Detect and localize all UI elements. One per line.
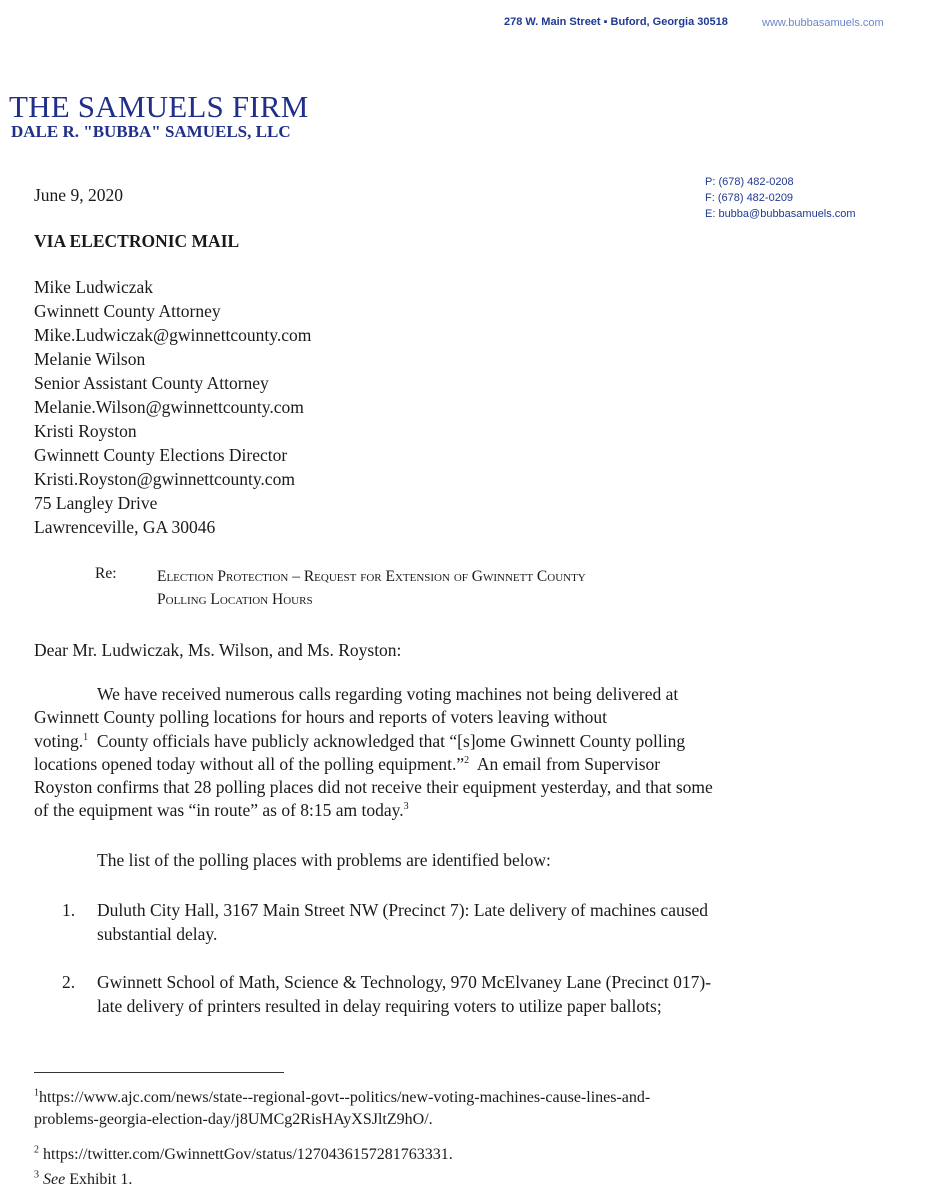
footnote-ref-2[interactable]: 2: [464, 755, 470, 767]
list-line: late delivery of printers resulted in delay requiring voters to utilize paper ballots;: [97, 996, 662, 1016]
paragraph-text: locations opened today without all of the polling equipment.”: [34, 753, 465, 774]
paragraph-text: An email from Supervisor: [469, 753, 661, 774]
paragraph-line: We have received numerous calls regarding voting machines not being delivered at: [97, 684, 679, 704]
address-separator: ▪: [603, 16, 608, 28]
footnote-text: Exhibit 1.: [65, 1171, 133, 1188]
body-paragraph-2: The list of the polling places with problems are identified below:: [97, 850, 551, 870]
footnote-3: [34, 1169, 854, 1191]
list-line: Duluth City Hall, 3167 Main Street NW (Precinct 7): Late delivery of machines caused: [97, 900, 709, 920]
subject-line: [157, 565, 586, 611]
footnote-line: [34, 1087, 854, 1109]
recipient-line: Gwinnett County Attorney: [34, 301, 221, 321]
city-state-zip: Buford, Georgia 30518: [610, 16, 728, 28]
list-item-text: [97, 970, 867, 1018]
recipient-line: 75 Langley Drive: [34, 493, 158, 513]
list-line: substantial delay.: [97, 924, 218, 944]
recipient-line: Lawrenceville, GA 30046: [34, 517, 216, 537]
salutation: Dear Mr. Ludwiczak, Ms. Wilson, and Ms. Royston:: [34, 640, 402, 660]
paragraph-line: [34, 730, 850, 753]
list-item-text: [97, 898, 867, 946]
list-number: 1.: [62, 900, 76, 920]
contact-block: [705, 174, 856, 222]
recipient-block: [34, 275, 311, 539]
footnote-divider: [34, 1072, 284, 1073]
street-address: 278 W. Main Street: [504, 16, 601, 28]
phone-number: P: (678) 482-0208: [705, 176, 794, 188]
footnote-link[interactable]: https://www.ajc.com/news/state--regional-govt--politics/new-voting-machines-cause-lines-and-: [39, 1089, 651, 1106]
fax-number: F: (678) 482-0209: [705, 192, 794, 204]
paragraph-text: of the equipment was “in route” as of 8:15 am today.: [34, 800, 404, 821]
footnote-mark: 2: [34, 1144, 39, 1156]
firm-name: THE SAMUELS FIRM: [9, 89, 309, 124]
firm-subtitle: DALE R. "BUBBA" SAMUELS, LLC: [11, 122, 291, 141]
footnote-mark: 1: [34, 1087, 39, 1099]
contact-email: E: bubba@bubbasamuels.com: [705, 208, 856, 220]
recipient-line: Senior Assistant County Attorney: [34, 373, 269, 393]
recipient-line: Melanie Wilson: [34, 349, 146, 369]
letter-date: June 9, 2020: [34, 185, 123, 205]
recipient-line: Mike.Ludwiczak@gwinnettcounty.com: [34, 325, 312, 345]
footnote-link[interactable]: https://twitter.com/GwinnettGov/status/1270436157281763331.: [39, 1146, 453, 1163]
subject-line-2: Polling Location Hours: [157, 591, 313, 608]
recipient-line: Mike Ludwiczak: [34, 277, 154, 297]
footnote-mark: 3: [34, 1169, 39, 1181]
footnote-2: [34, 1144, 854, 1166]
paragraph-line: [34, 753, 850, 776]
paragraph-line: Gwinnett County polling locations for hours and reports of voters leaving without: [34, 707, 608, 728]
list-number: 2.: [62, 972, 76, 992]
paragraph-text: County officials have publicly acknowledged that “[s]ome Gwinnett County polling: [88, 730, 686, 751]
recipient-line: Kristi Royston: [34, 421, 137, 441]
list-line: Gwinnett School of Math, Science & Technology, 970 McElvaney Lane (Precinct 017)-: [97, 972, 712, 992]
footnote-see: See: [43, 1171, 66, 1188]
letterhead-address: [504, 16, 728, 28]
firm-website: www.bubbasamuels.com: [762, 17, 884, 29]
recipient-line: Kristi.Royston@gwinnettcounty.com: [34, 469, 295, 489]
footnote-line[interactable]: problems-georgia-election-day/j8UMCg2RisHAyXSJltZ9hO/.: [34, 1111, 433, 1128]
paragraph-line: Royston confirms that 28 polling places did not receive their equipment yesterday, and that some: [34, 777, 713, 798]
subject-line-1: Election Protection – Request for Extension of Gwinnett County: [157, 568, 586, 585]
body-paragraph-1: [34, 683, 850, 823]
delivery-method: VIA ELECTRONIC MAIL: [34, 231, 240, 251]
paragraph-line: [34, 799, 850, 822]
paragraph-text: voting.: [34, 730, 84, 751]
recipient-line: Melanie.Wilson@gwinnettcounty.com: [34, 397, 304, 417]
footnote-ref-1[interactable]: 1: [83, 731, 89, 743]
recipient-line: Gwinnett County Elections Director: [34, 445, 288, 465]
re-label: Re:: [95, 565, 117, 582]
footnote-1: [34, 1087, 854, 1131]
footnote-ref-3[interactable]: 3: [403, 801, 409, 813]
